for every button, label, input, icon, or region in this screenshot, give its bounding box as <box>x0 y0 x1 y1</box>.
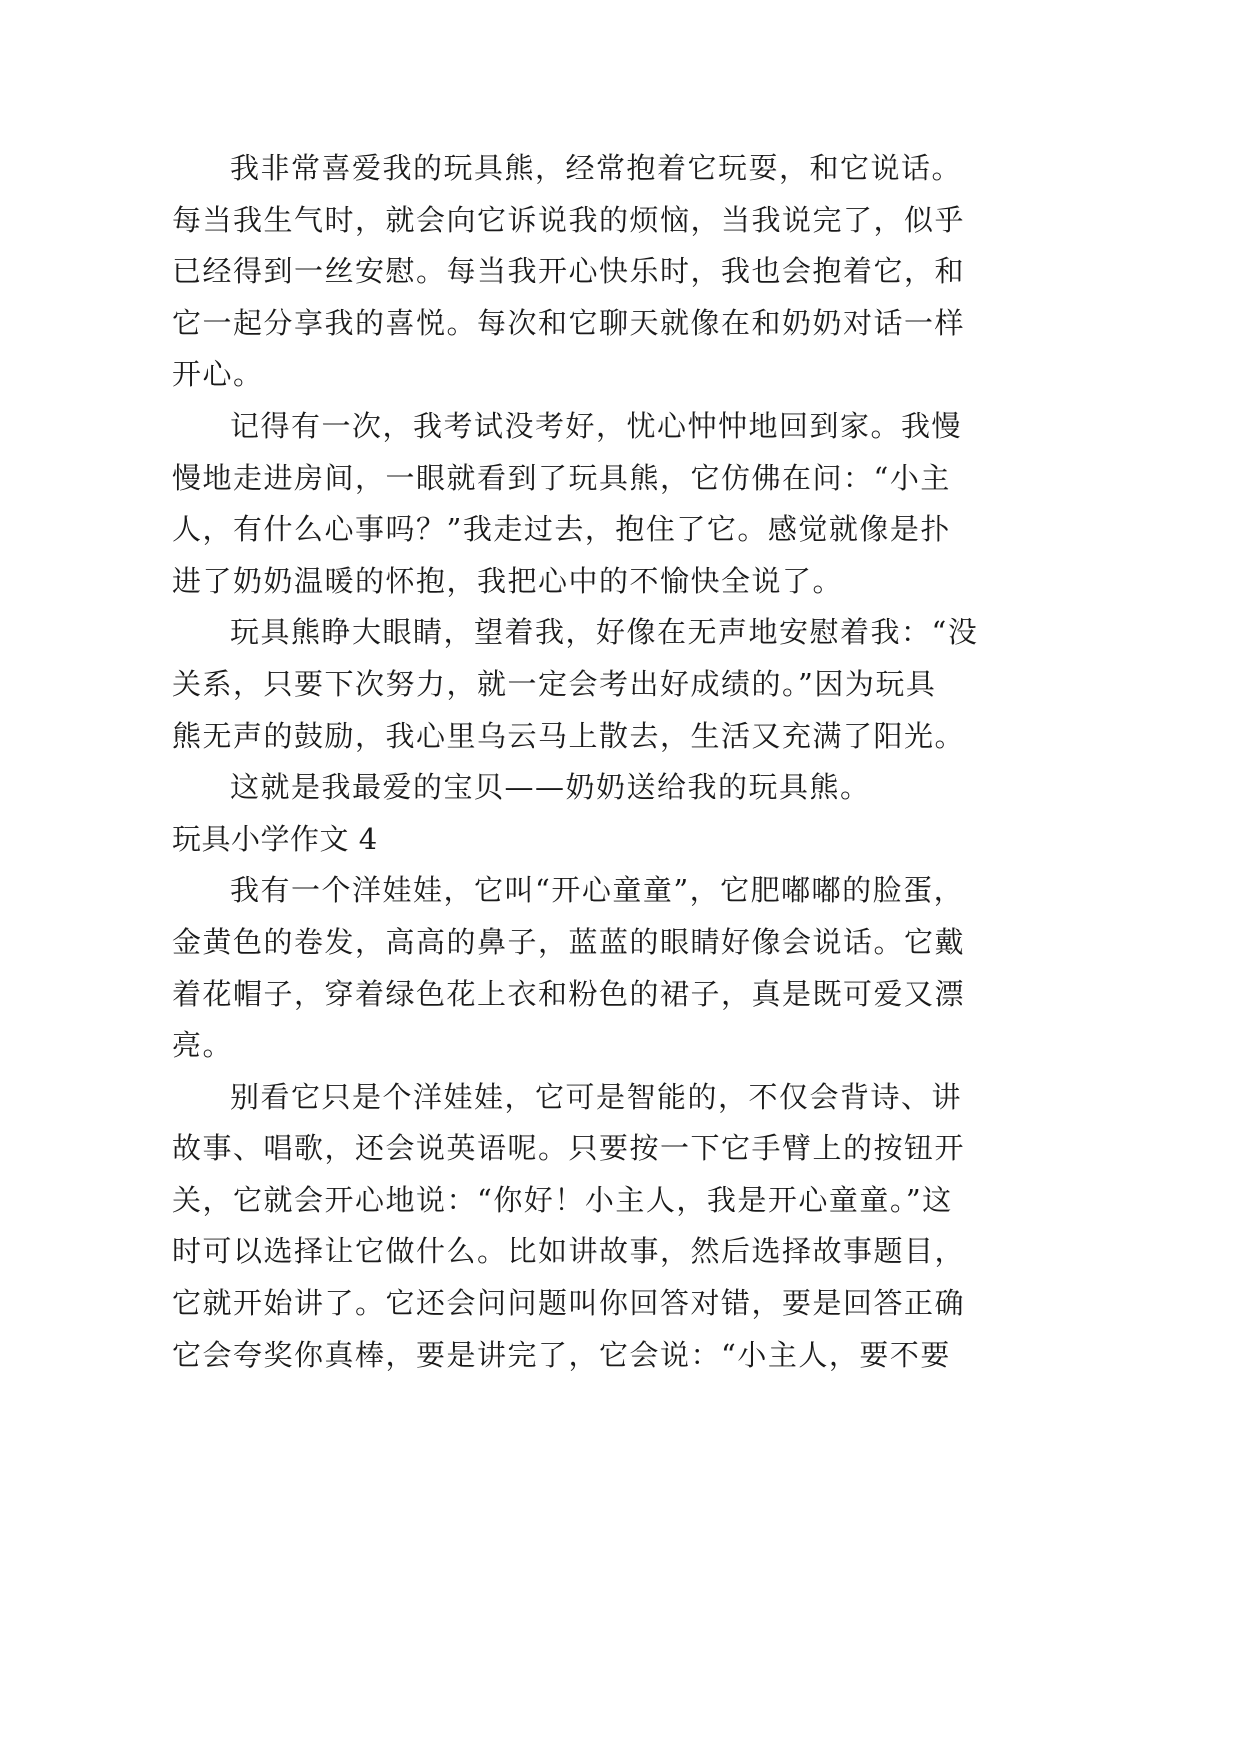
text-line: 熊无声的鼓励，我心里乌云马上散去，生活又充满了阳光。 <box>172 718 966 753</box>
text-line: 别看它只是个洋娃娃，它可是智能的，不仅会背诗、讲 <box>230 1079 963 1114</box>
text-line: 记得有一次，我考试没考好，忧心忡忡地回到家。我慢 <box>230 408 963 443</box>
text-line: 进了奶奶温暖的怀抱，我把心中的不愉快全说了。 <box>172 563 844 598</box>
text-line: 时可以选择让它做什么。比如讲故事，然后选择故事题目， <box>172 1234 966 1269</box>
document-body <box>172 143 979 1381</box>
text-line: 它就开始讲了。它还会问问题叫你回答对错，要是回答正确 <box>172 1286 966 1321</box>
text-line: 慢地走进房间，一眼就看到了玩具熊，它仿佛在问：“小主 <box>172 460 951 495</box>
text-line: 它会夸奖你真棒，要是讲完了，它会说：“小主人，要不要 <box>172 1337 951 1372</box>
text-line: 玩具熊睁大眼睛，望着我，好像在无声地安慰着我：“没 <box>230 615 979 650</box>
text-line: 这就是我最爱的宝贝——奶奶送给我的玩具熊。 <box>230 770 871 805</box>
text-line: 金黄色的卷发，高高的鼻子，蓝蓝的眼睛好像会说话。它戴 <box>172 924 966 959</box>
text-line: 亮。 <box>172 1028 234 1063</box>
text-line: 关系，只要下次努力，就一定会考出好成绩的。”因为玩具 <box>172 666 937 701</box>
text-line: 已经得到一丝安慰。每当我开心快乐时，我也会抱着它，和 <box>172 254 966 289</box>
text-line: 每当我生气时，就会向它诉说我的烦恼，当我说完了，似乎 <box>172 202 966 237</box>
text-line: 开心。 <box>172 357 264 392</box>
text-line: 故事、唱歌，还会说英语呢。只要按一下它手臂上的按钮开 <box>172 1131 966 1166</box>
section-heading: 玩具小学作文 4 <box>172 821 378 856</box>
text-line: 着花帽子，穿着绿色花上衣和粉色的裙子，真是既可爱又漂 <box>172 976 966 1011</box>
text-line: 人，有什么心事吗？”我走过去，抱住了它。感觉就像是扑 <box>172 512 951 547</box>
text-line: 它一起分享我的喜悦。每次和它聊天就像在和奶奶对话一样 <box>172 305 966 340</box>
text-line: 我有一个洋娃娃，它叫“开心童童”，它肥嘟嘟的脸蛋， <box>230 873 965 908</box>
text-line: 我非常喜爱我的玩具熊，经常抱着它玩耍，和它说话。 <box>230 151 963 185</box>
text-line: 关，它就会开心地说：“你好！小主人，我是开心童童。”这 <box>172 1182 953 1217</box>
